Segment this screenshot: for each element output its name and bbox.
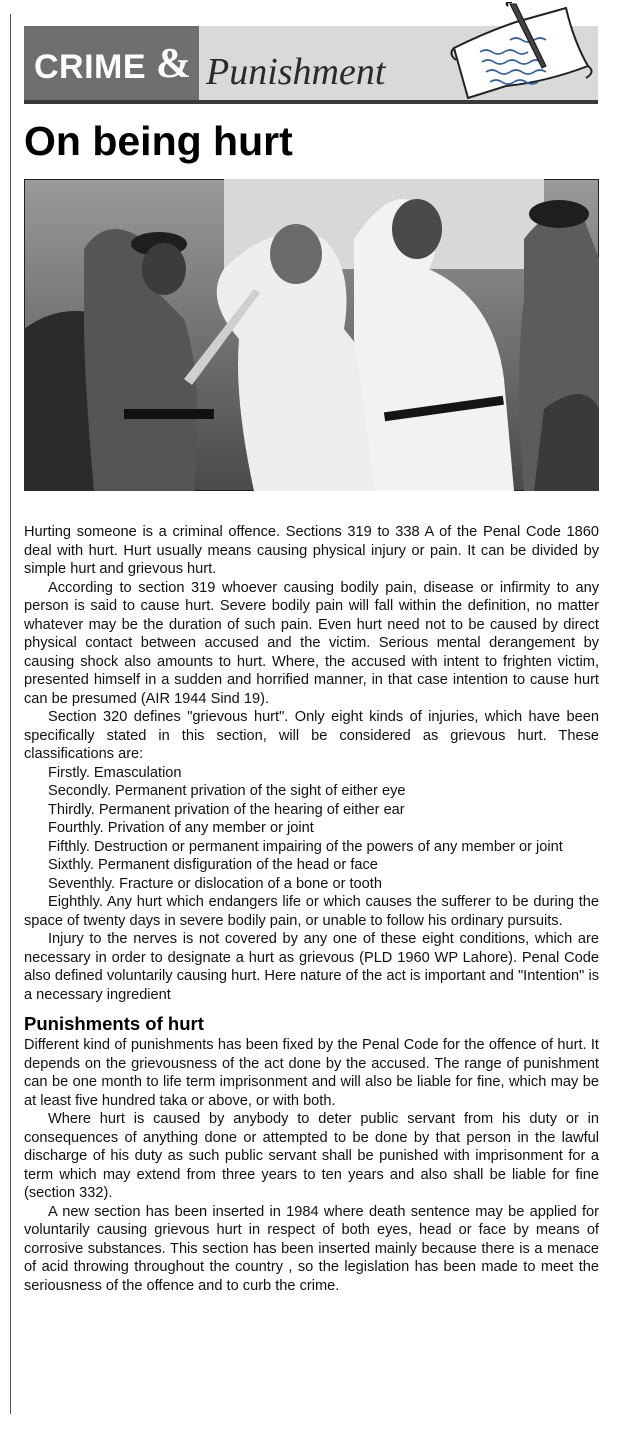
- classification-item: Firstly. Emasculation: [48, 764, 182, 781]
- article-body: [24, 523, 599, 1295]
- article-paragraph: A new section has been inserted in 1984 where death sentence may be applied for voluntarily causing grievous hurt in respect of both eyes, head or face by means of corrosive substances. This section has been inserted mainly because there is a menace of acid throwing throughout the country , so the legislation has been made to meet the seriousness of the offence and to curb the crime.: [24, 1203, 599, 1294]
- classification-item: Sixthly. Permanent disfiguration of the head or face: [48, 857, 378, 873]
- section-kicker-crime: CRIME: [34, 48, 147, 86]
- article-paragraph: Section 320 defines "grievous hurt". Only eight kinds of injuries, which have been specifically stated in this section, will be considered as grievous hurt. These classifications are:: [24, 709, 599, 762]
- classification-item: Eighthly. Any hurt which endangers life or which causes the sufferer to be during the space of twenty days in severe bodily pain, or unable to follow his ordinary pursuits.: [24, 894, 599, 929]
- article-paragraph: Injury to the nerves is not covered by any one of these eight conditions, which are necessary in order to designate a hurt as grievous (PLD 1960 WP Lahore). Penal Code also defined voluntarily causing hurt. Here nature of the act is important and "Intention" is a necessary ingredient: [24, 931, 599, 1003]
- article-paragraph: Hurting someone is a criminal offence. Sections 319 to 338 A of the Penal Code 1860 deal with hurt. Hurt usually means causing physical injury or pain. It can be divided by simple hurt and grievous hurt.: [24, 524, 599, 577]
- article-paragraph: According to section 319 whoever causing bodily pain, disease or infirmity to any person is said to cause hurt. Severe bodily pain will fall within the definition, no matter whatever may be the duration of such pain. Even hurt need not to be caused by direct physical contact between accused and the victim. Serious mental derangement by causing shock also amounts to hurt. Where, the accused with intent to frighten victim, presented himself in a sudden and horrified manner, in that case intention to cause hurt can be presumed (AIR 1944 Sind 19).: [24, 579, 599, 707]
- news-photo: [24, 179, 599, 491]
- classification-item: Fifthly. Destruction or permanent impairing of the powers of any member or joint: [48, 838, 563, 855]
- column-rule: [10, 14, 11, 1414]
- subheading: Punishments of hurt: [24, 1013, 204, 1034]
- section-kicker-ampersand: &: [156, 41, 191, 87]
- classification-item: Fourthly. Privation of any member or joint: [48, 820, 314, 836]
- scroll-and-quill-icon: [446, 2, 594, 102]
- article-paragraph: Where hurt is caused by anybody to deter public servant from his duty or in consequences of anything done or attempted to be done by that person in the lawful discharge of his duty as such public servant shall be punished with imprisonment for a term which may extend from three years to ten years and also shall be liable for fine (section 332).: [24, 1111, 599, 1201]
- classification-item: Thirdly. Permanent privation of the hearing of either ear: [48, 801, 405, 818]
- classification-item: Seventhly. Fracture or dislocation of a bone or tooth: [48, 875, 382, 892]
- classification-item: Secondly. Permanent privation of the sight of either eye: [48, 783, 406, 799]
- section-kicker-punishment: Punishment: [206, 51, 386, 93]
- article-paragraph: Different kind of punishments has been fixed by the Penal Code for the offence of hurt. It depends on the grievousness of the act done by the accused. The range of punishment can be one month to life term imprisonment and will also be liable for fine, which may be at least five hundred taka or above, or with both.: [24, 1037, 599, 1109]
- headline: On being hurt: [24, 118, 293, 164]
